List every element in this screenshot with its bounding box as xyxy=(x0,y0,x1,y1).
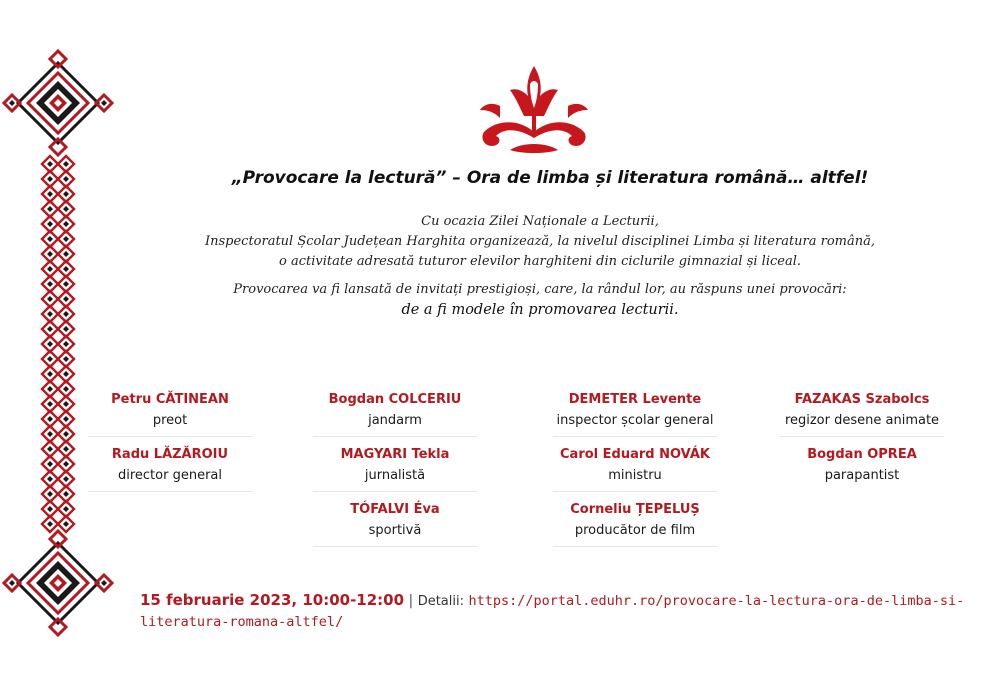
guest-role: ministru xyxy=(608,468,662,483)
guest-name: Bogdan COLCERIU xyxy=(328,392,462,407)
details-label: Detalii: xyxy=(417,594,464,609)
divider xyxy=(553,546,717,547)
guest-role: inspector școlar general xyxy=(556,413,714,428)
tulip-ornament-icon xyxy=(470,62,598,157)
intro-highlight: de a fi modele în promovarea lecturii. xyxy=(401,302,679,318)
guest-role: producător de film xyxy=(574,523,696,538)
guest-card xyxy=(772,446,952,485)
separator: | xyxy=(408,593,414,609)
divider xyxy=(780,436,944,437)
guest-name: DEMETER Levente xyxy=(568,392,702,407)
divider xyxy=(553,436,717,437)
guest-role: regizor desene animate xyxy=(784,413,940,428)
guest-name: MAGYARI Tekla xyxy=(340,447,450,462)
event-date: 15 februarie 2023, 10:00-12:00 xyxy=(140,591,405,609)
guest-role: preot xyxy=(152,413,188,428)
divider xyxy=(313,546,477,547)
page-title: „Provocare la lectură” – Ora de limba și literatura română… altfel! xyxy=(231,168,869,188)
divider xyxy=(313,491,477,492)
divider xyxy=(88,491,252,492)
guest-role: parapantist xyxy=(824,468,900,483)
guest-name: Petru CĂTINEAN xyxy=(111,392,229,407)
guest-card xyxy=(305,501,485,547)
divider xyxy=(553,491,717,492)
event-footer xyxy=(140,590,970,632)
guest-card xyxy=(80,391,260,437)
divider xyxy=(313,436,477,437)
guest-name: Radu LĂZĂROIU xyxy=(111,447,229,462)
divider xyxy=(88,436,252,437)
guest-name: FAZAKAS Szabolcs xyxy=(794,392,930,407)
guest-role: jurnalistă xyxy=(364,468,426,483)
guest-card xyxy=(305,446,485,492)
intro-text xyxy=(140,212,940,320)
guest-name: Carol Eduard NOVÁK xyxy=(560,447,710,462)
guest-role: director general xyxy=(117,468,222,483)
guest-card xyxy=(545,391,725,437)
intro-line: Provocarea va fi lansată de invitați prestigioși, care, la rândul lor, au răspuns unei provocări: xyxy=(233,282,847,297)
guest-card xyxy=(545,446,725,492)
guest-card xyxy=(545,501,725,547)
guest-card xyxy=(80,446,260,492)
guest-role: sportivă xyxy=(368,523,422,538)
guest-name: Bogdan OPREA xyxy=(807,447,917,462)
guest-name: Corneliu ȚEPELUȘ xyxy=(570,502,700,517)
guest-card xyxy=(772,391,952,437)
details-link[interactable]: https://portal.eduhr.ro/provocare-la-lectura-ora-de-limba-si-literatura-romana-altfel/ xyxy=(140,593,965,630)
guest-card xyxy=(305,391,485,437)
guest-role: jandarm xyxy=(368,413,422,428)
intro-line: Inspectoratul Școlar Județean Harghita organizează, la nivelul disciplinei Limba și literatura română, xyxy=(204,234,876,249)
folk-pattern-border xyxy=(0,0,120,688)
guest-name: TÓFALVI Éva xyxy=(350,502,440,517)
intro-line: Cu ocazia Zilei Naționale a Lecturii, xyxy=(421,214,659,229)
intro-line: o activitate adresată tuturor elevilor harghiteni din ciclurile gimnazial și liceal. xyxy=(279,254,801,269)
